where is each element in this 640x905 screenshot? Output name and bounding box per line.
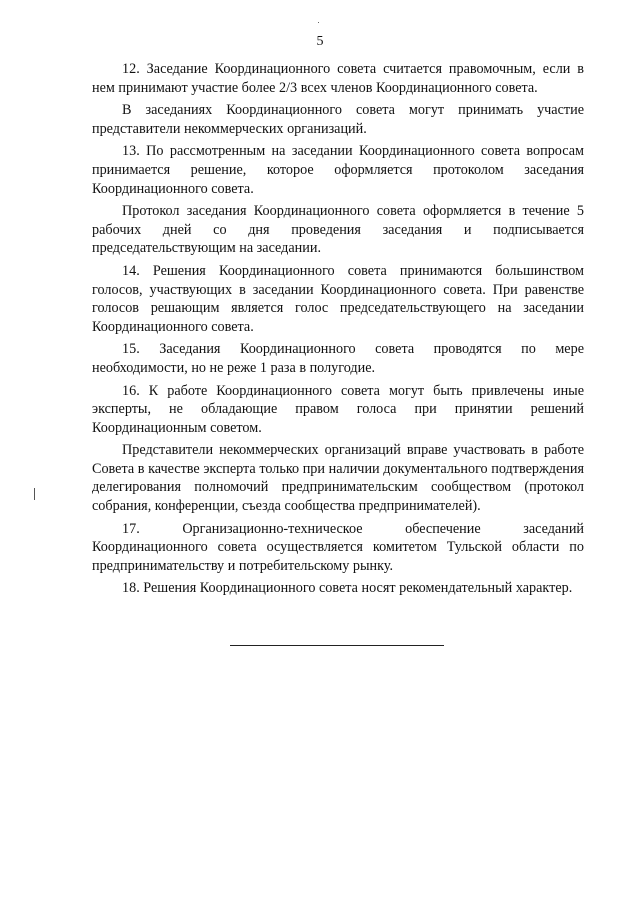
- end-divider-line: [230, 645, 444, 646]
- paragraph-17: 17. Организационно-техническое обеспечение заседаний Координационного совета осуществляется комитетом Тульской области по предпринимательству и потребительскому рынку.: [92, 520, 584, 574]
- paragraph-18: 18. Решения Координационного совета носят рекомендательный характер.: [122, 580, 573, 597]
- paragraph-13-protocol: Протокол заседания Координационного совета оформляется в течение 5 рабочих дней со дня проведения заседания и подписывается председательствующим на заседании.: [92, 203, 584, 257]
- paragraph-12: 12. Заседание Координационного совета считается правомочным, если в нем принимают участие более 2/3 всех членов Координационного совета.: [92, 61, 584, 96]
- paragraph-14: 14. Решения Координационного совета принимаются большинством голосов, участвующих в заседании Координационного совета. При равенстве голосов решающим является голос председательствующего на заседании Координационного совета.: [92, 262, 584, 335]
- paragraph-15: 15. Заседания Координационного совета проводятся по мере необходимости, но не реже 1 раза в полугодие.: [92, 341, 584, 376]
- paragraph-16: 16. К работе Координационного совета могут быть привлечены иные эксперты, не обладающие правом голоса при принятии решений Координационным советом.: [92, 382, 584, 436]
- paragraph-16-representatives: Представители некоммерческих организаций вправе участвовать в работе Совета в качестве эксперта только при наличии документального подтверждения делегирования полномочий предпринимательским сообществом (протокол собрания, конференции, съезда сообщества предпринимателей).: [92, 442, 584, 515]
- paragraph-13: 13. По рассмотренным на заседании Координационного совета вопросам принимается решение, которое оформляется протоколом заседания Координационного совета.: [92, 143, 584, 197]
- paragraph-12-participants: В заседаниях Координационного совета могут принимать участие представители некоммерческих организаций.: [92, 102, 584, 137]
- document-body: [92, 60, 584, 602]
- page-number: 5: [316, 34, 324, 49]
- scan-speck: [318, 22, 319, 23]
- margin-mark: [34, 488, 35, 500]
